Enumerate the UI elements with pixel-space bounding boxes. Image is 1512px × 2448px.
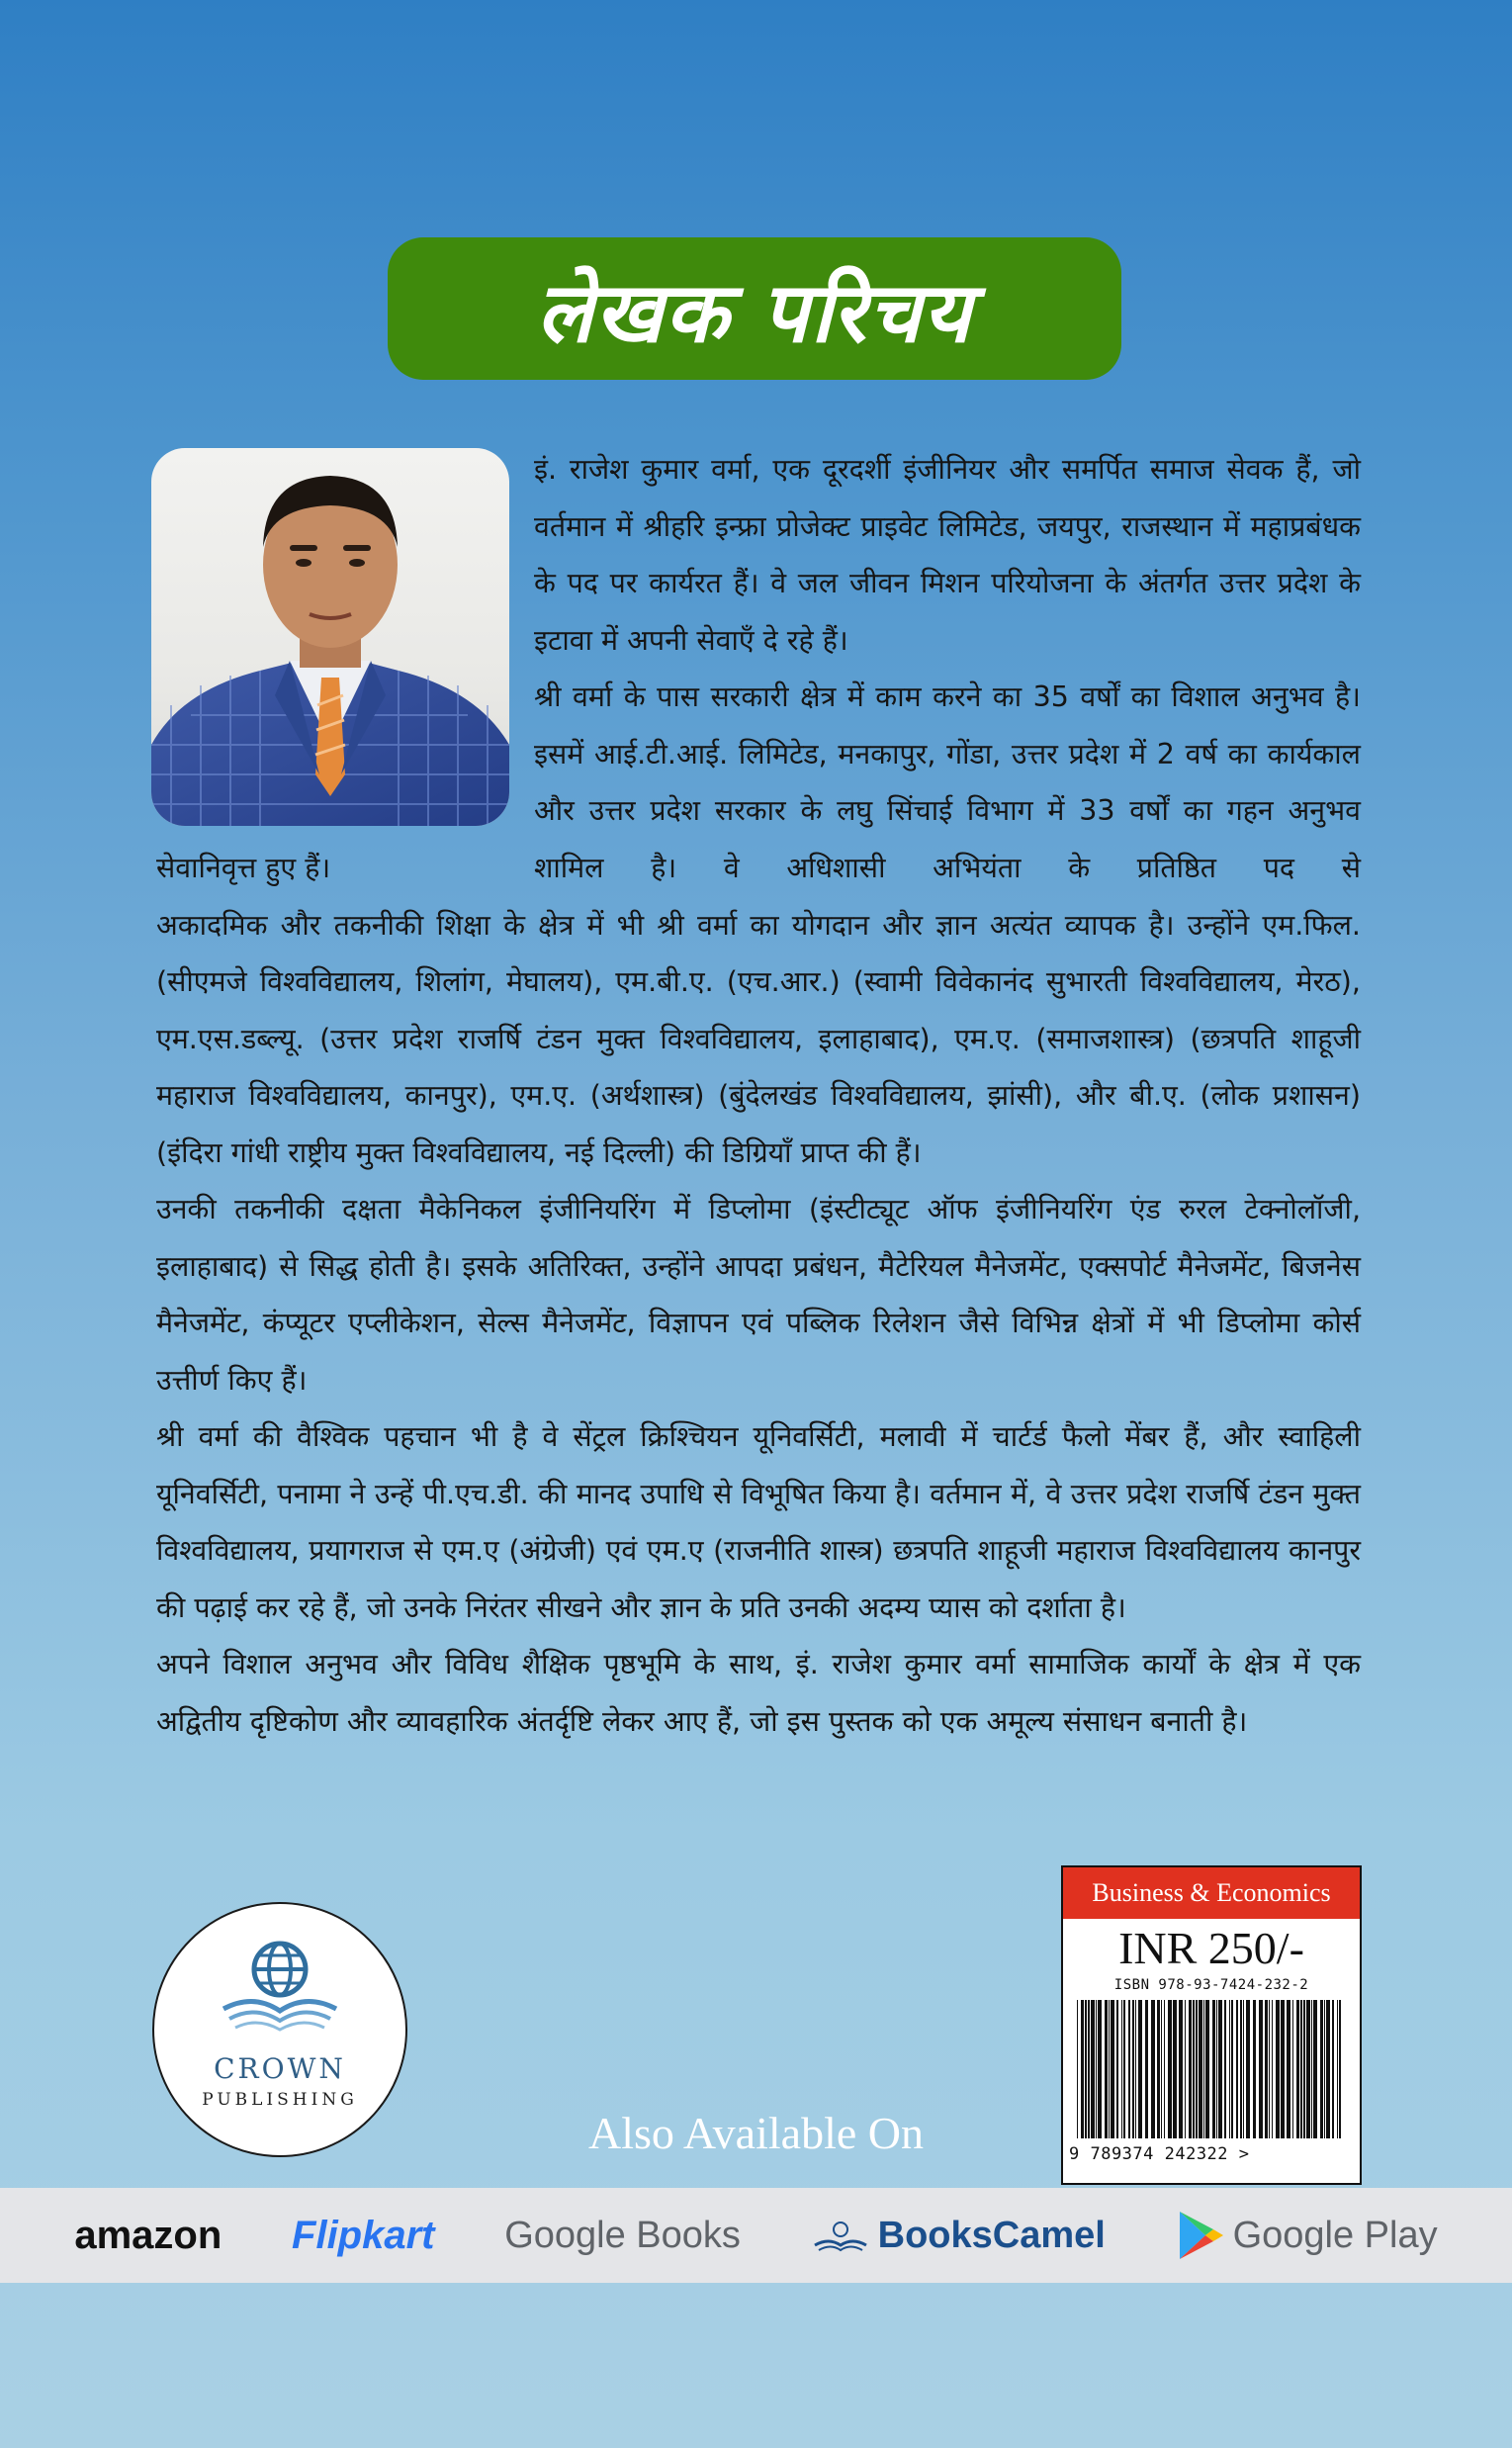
amazon-label: amazon [74, 2213, 222, 2257]
author-intro-text [534, 441, 1361, 896]
bio-paragraph: अकादमिक और तकनीकी शिक्षा के क्षेत्र में भी श्री वर्मा का योगदान और ज्ञान अत्यंत व्यापक है। उन्होंने एम.फिल. (सीएमजे विश्वविद्यालय, शिलांग, मेघालय), एम.बी.ए. (एच.आर.) (स्वामी विवेकानंद सुभारती विश्वविद्यालय, मेरठ), एम.एस.डब्ल्यू. (उत्तर प्रदेश राजर्षि टंडन मुक्त विश्वविद्यालय, इलाहाबाद), एम.ए. (समाजशास्त्र) (छत्रपति शाहूजी महाराज विश्वविद्यालय, कानपुर), एम.ए. (अर्थशास्त्र) (बुंदेलखंड विश्वविद्यालय, झांसी), और बी.ए. (लोक प्रशासन) (इंदिरा गांधी राष्ट्रीय मुक्त विश्वविद्यालय, नई दिल्ली) की डिग्रियाँ प्राप्त की हैं। [156, 908, 1361, 1169]
author-bio-text [156, 840, 1361, 1750]
also-available-label: Also Available On [588, 2108, 924, 2158]
price-label: INR 250/- [1118, 1923, 1304, 1973]
open-book-icon [811, 2216, 870, 2255]
google-play-label: Google Play [1232, 2214, 1438, 2256]
intro-paragraph: श्री वर्मा के पास सरकारी क्षेत्र में काम करने का 35 वर्षों का विशाल अनुभव है। इसमें आई.टी.आई. लिमिटेड, मनकापुर, गोंडा, उत्तर प्रदेश में 2 वर्ष का कार्यकाल और उत्तर प्रदेश सरकार के लघु सिंचाई विभाग में 33 वर्षों का गहन अनुभव शामिल है। वे अधिशासी अभियंता के प्रतिष्ठित पद से [534, 680, 1361, 884]
google-play-logo[interactable] [1176, 2209, 1438, 2262]
publisher-name-sub: PUBLISHING [202, 2090, 358, 2110]
barcode-icon [1073, 2000, 1350, 2148]
bio-paragraph: उनकी तकनीकी दक्षता मैकेनिकल इंजीनियरिंग में डिप्लोमा (इंस्टीट्यूट ऑफ इंजीनियरिंग एंड रुरल टेक्नोलॉजी, इलाहाबाद) से सिद्ध होती है। इसके अतिरिक्त, उन्होंने आपदा प्रबंधन, मैटेरियल मैनेजमेंट, एक्सपोर्ट मैनेजमेंट, बिजनेस मैनेजमेंट, कंप्यूटर एप्लीकेशन, सेल्स मैनेजमेंट, विज्ञापन एवं पब्लिक रिलेशन जैसे विभिन्न क्षेत्रों में भी डिप्लोमा कोर्स उत्तीर्ण किए हैं। [156, 1193, 1361, 1397]
store-logos-bar [0, 2188, 1512, 2283]
play-triangle-icon [1176, 2209, 1225, 2262]
flipkart-label: Flipkart [292, 2213, 435, 2257]
google-books-label: Google Books [504, 2214, 741, 2256]
price-barcode-box [1061, 1865, 1362, 2185]
intro-paragraph: इं. राजेश कुमार वर्मा, एक दूरदर्शी इंजीनियर और समर्पित समाज सेवक हैं, जो वर्तमान में श्रीहरि इन्फ्रा प्रोजेक्ट प्राइवेट लिमिटेड, जयपुर, राजस्थान में महाप्रबंधक के पद पर कार्यरत हैं। वे जल जीवन मिशन परियोजना के अंतर्गत उत्तर प्रदेश के इटावा में अपनी सेवाएँ दे रहे हैं। [534, 453, 1361, 657]
bio-paragraph: श्री वर्मा की वैश्विक पहचान भी है वे सेंट्रल क्रिश्चियन यूनिवर्सिटी, मलावी में चार्टर्ड फैलो मेंबर हैं, और स्वाहिली यूनिवर्सिटी, पनामा ने उन्हें पी.एच.डी. की मानद उपाधि से विभूषित किया है। वर्तमान में, वे उत्तर प्रदेश राजर्षि टंडन मुक्त विश्वविद्यालय, प्रयागराज से एम.ए (अंग्रेजी) एवं एम.ए (राजनीति शास्त्र) छत्रपति शाहूजी महाराज विश्वविद्यालय कानपुर की पढ़ाई कर रहे हैं, जो उनके निरंतर सीखने और ज्ञान के प्रति उनकी अदम्य प्यास को दर्शाता है। [156, 1420, 1361, 1624]
globe-book-icon [154, 1918, 405, 2056]
amazon-logo[interactable] [74, 2214, 222, 2258]
google-books-logo[interactable] [504, 2215, 741, 2257]
section-title: लेखक परिचय [536, 263, 973, 361]
flipkart-logo[interactable] [292, 2214, 434, 2258]
isbn-label: ISBN 978-93-7424-232-2 [1113, 1977, 1309, 1993]
publisher-name: CROWN [214, 2052, 346, 2085]
bio-paragraph: अपने विशाल अनुभव और विविध शैक्षिक पृष्ठभूमि के साथ, इं. राजेश कुमार वर्मा सामाजिक कार्यों के क्षेत्र में एक अद्वितीय दृष्टिकोण और व्यावहारिक अंतर्दृष्टि लेकर आए हैं, जो इस पुस्तक को एक अमूल्य संसाधन बनाती है। [156, 1648, 1361, 1738]
author-portrait-illustration [151, 448, 509, 826]
barcode-digits: 9 789374 242322 > [1069, 2144, 1250, 2164]
bio-paragraph: सेवानिवृत्त हुए हैं। [156, 852, 331, 884]
author-photo [151, 448, 509, 826]
bookscamel-logo[interactable] [811, 2215, 1106, 2257]
bookscamel-label: BooksCamel [877, 2214, 1106, 2256]
category-label: Business & Economics [1063, 1867, 1360, 1919]
section-title-box [388, 237, 1121, 380]
